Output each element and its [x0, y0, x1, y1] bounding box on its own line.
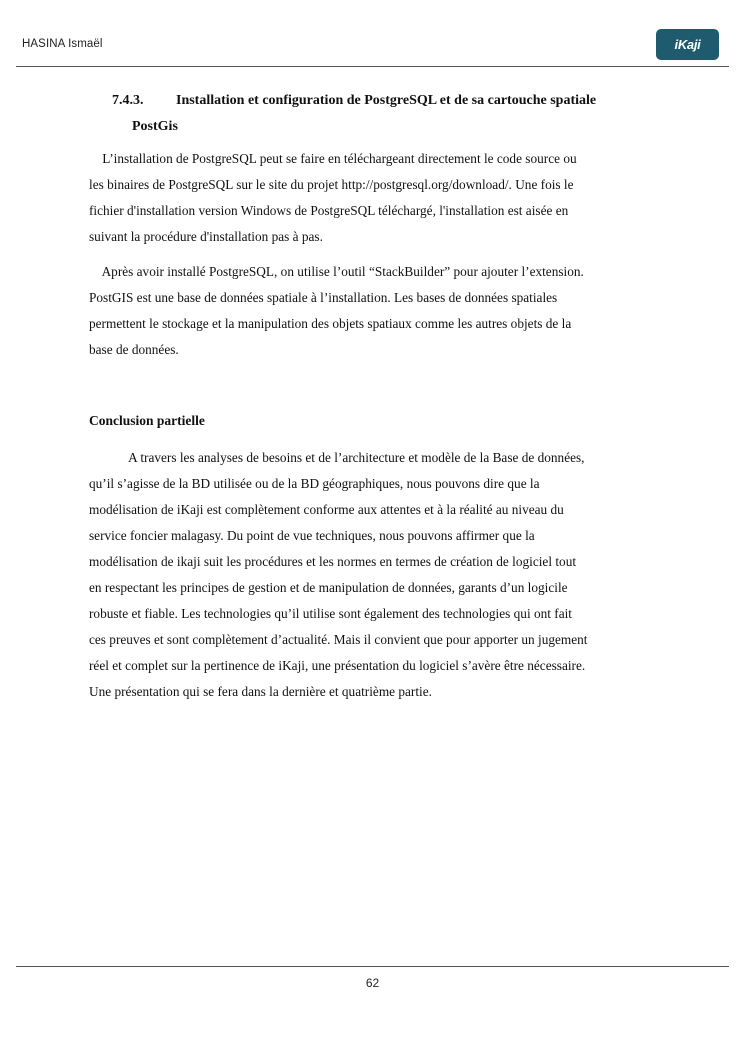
section-number: 7.4.3. — [112, 93, 144, 108]
paragraph-line: suivant la procédure d'installation pas à pas. — [89, 229, 323, 244]
header-author: HASINA Ismaël — [22, 38, 103, 50]
section-heading — [112, 88, 672, 140]
paragraph-line: ces preuves et sont complètement d’actualité. Mais il convient que pour apporter un jugement — [89, 632, 588, 647]
paragraph-conclusion — [89, 445, 659, 705]
section-title-line1: Installation et configuration de PostgreSQL et de sa cartouche spatiale — [176, 93, 597, 108]
section-title-line2: PostGis — [132, 119, 178, 134]
paragraph-line: les binaires de PostgreSQL sur le site du projet http://postgresql.org/download/. Une fois le — [89, 177, 574, 192]
footer-divider — [16, 966, 729, 967]
paragraph-line: réel et complet sur la pertinence de iKaji, une présentation du logiciel s’avère être nécessaire. — [89, 658, 586, 673]
paragraph-line: L’installation de PostgreSQL peut se faire en téléchargeant directement le code source ou — [89, 151, 577, 166]
paragraph-postgis — [89, 259, 659, 363]
paragraph-line: service foncier malagasy. Du point de vue techniques, nous pouvons affirmer que la — [89, 528, 535, 543]
paragraph-line: modélisation de ikaji suit les procédures et les normes en termes de création de logiciel tout — [89, 554, 577, 569]
page-number: 62 — [365, 976, 380, 990]
paragraph-line: robuste et fiable. Les technologies qu’il utilise sont également des technologies qui ont fait — [89, 606, 572, 621]
paragraph-installation — [89, 146, 659, 250]
paragraph-line: Après avoir installé PostgreSQL, on utilise l’outil “StackBuilder” pour ajouter l’extension. — [89, 264, 584, 279]
conclusion-title: Conclusion partielle — [89, 413, 205, 428]
paragraph-line: PostGIS est une base de données spatiale à l’installation. Les bases de données spatiales — [89, 290, 558, 305]
paragraph-line: base de données. — [89, 342, 179, 357]
paragraph-line: fichier d'installation version Windows de PostgreSQL téléchargé, l'installation est aisée en — [89, 203, 569, 218]
paragraph-line: modélisation de iKaji est complètement conforme aux attentes et à la réalité au niveau du — [89, 502, 564, 517]
header-divider — [16, 66, 729, 67]
ikaji-logo: iKaji — [656, 29, 719, 60]
paragraph-line: qu’il s’agisse de la BD utilisée ou de la BD géographiques, nous pouvons dire que la — [89, 476, 540, 491]
paragraph-line: permettent le stockage et la manipulation des objets spatiaux comme les autres objets de la — [89, 316, 572, 331]
paragraph-line: en respectant les principes de gestion et de manipulation de données, garants d’un logicile — [89, 580, 568, 595]
paragraph-line: Une présentation qui se fera dans la dernière et quatrième partie. — [89, 684, 432, 699]
paragraph-line: A travers les analyses de besoins et de l’architecture et modèle de la Base de données, — [89, 450, 585, 465]
